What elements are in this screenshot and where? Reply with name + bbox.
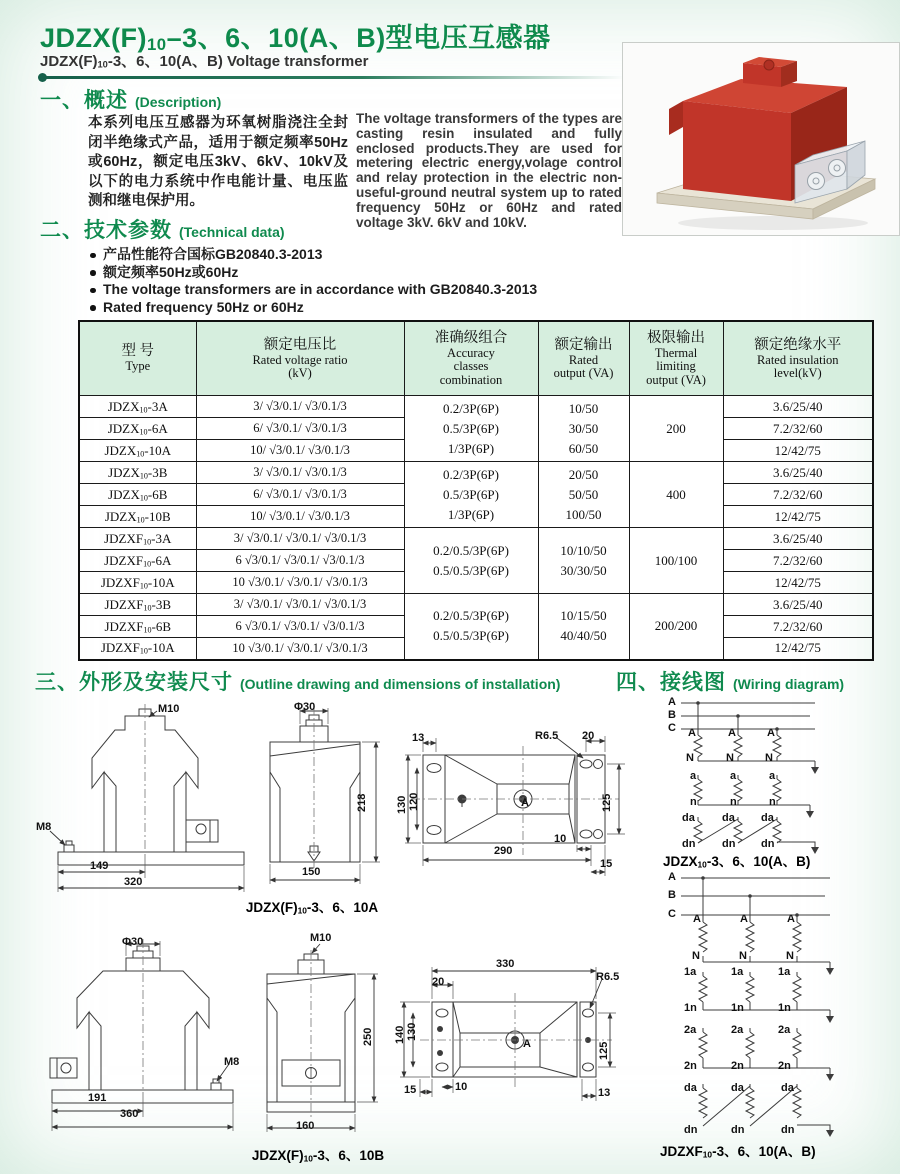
section-title-en: (Wiring diagram) xyxy=(733,676,845,692)
dim-label: N xyxy=(692,950,700,962)
col-header-insulation: 额定绝缘水平 Rated insulation level(kV) xyxy=(723,321,873,396)
dim-label: A xyxy=(668,696,676,708)
dim-label: 2n xyxy=(731,1060,744,1072)
dim-label: N xyxy=(686,752,694,764)
dim-label: a xyxy=(690,770,697,782)
dim-label: A xyxy=(668,871,676,883)
dim-label: 2a xyxy=(684,1024,697,1036)
page-subtitle: $JDZX(F)_{10}-3$、6、10(A、B) Voltage transformer xyxy=(40,53,369,70)
dim-label: 330 xyxy=(496,958,515,970)
dim-label: 1n xyxy=(684,1002,697,1014)
dim-label: 149 xyxy=(90,860,109,872)
bullet-item: 额定频率50Hz或60Hz xyxy=(88,264,648,282)
table-row: $JDZX_{10}-3B$ 3/ √3/0.1/ √3/0.1/3 0.2/3P(6P) 0.5/3P(6P) 1/3P(6P) 20/50 50/50 100/50 400 3.6/25/40 xyxy=(79,462,873,484)
dim-label: B xyxy=(668,709,676,721)
dim-label: 160 xyxy=(296,1120,315,1132)
dim-label: da xyxy=(781,1082,794,1094)
spec-table xyxy=(78,320,874,661)
outline-side-view-a xyxy=(262,698,402,898)
dim-label: 1a xyxy=(731,966,744,978)
dim-label: 15 xyxy=(404,1084,417,1096)
dim-label: M8 xyxy=(224,1056,240,1068)
dim-label: 1a xyxy=(778,966,791,978)
bullet-item: Rated frequency 50Hz or 60Hz xyxy=(88,299,648,317)
outline-front-view-a xyxy=(40,700,270,896)
table-row: $JDZX_{10}-3A$ 3/ √3/0.1/ √3/0.1/3 0.2/3P(6P) 0.5/3P(6P) 1/3P(6P) 10/50 30/50 60/50 200 3.6/25/40 xyxy=(79,396,873,418)
dim-label: 120 xyxy=(408,792,420,811)
dim-label: 20 xyxy=(432,976,445,988)
dim-label: C xyxy=(668,722,676,734)
voltage-transformer-image xyxy=(623,43,897,233)
dim-label: 20 xyxy=(582,730,595,742)
table-row: $JDZXF_{10}-6B$ 6 √3/0.1/ √3/0.1/ √3/0.1/3 7.2/32/60 xyxy=(79,616,873,638)
dim-label: M10 xyxy=(310,932,332,944)
dim-label: 290 xyxy=(494,845,513,857)
dim-label: 1a xyxy=(684,966,697,978)
dim-label: 320 xyxy=(124,876,143,888)
dim-label: A xyxy=(728,727,736,739)
dim-label: N xyxy=(739,950,747,962)
dim-label: 13 xyxy=(598,1087,611,1099)
table-row: $JDZXF_{10}-10A$ 10 √3/0.1/ √3/0.1/ √3/0.1/3 12/42/75 xyxy=(79,638,873,660)
wiring-diagram-jdzx xyxy=(665,693,900,863)
dim-label: 15 xyxy=(600,858,613,870)
dim-label: N xyxy=(726,752,734,764)
dim-label: da xyxy=(684,1082,697,1094)
dim-label: 2a xyxy=(731,1024,744,1036)
wiring-diagram-jdzxf xyxy=(665,868,900,1168)
dim-label: A xyxy=(767,727,775,739)
dim-label: a xyxy=(730,770,737,782)
dim-label: 125 xyxy=(601,793,613,812)
outline-top-view-b xyxy=(400,955,665,1135)
table-row: $JDZX_{10}-10A$ 10/ √3/0.1/ √3/0.1/3 12/42/75 xyxy=(79,440,873,462)
table-row: $JDZXF_{10}-6A$ 6 √3/0.1/ √3/0.1/ √3/0.1/3 7.2/32/60 xyxy=(79,550,873,572)
description-paragraph-en: The voltage transformers of the types are casting resin insulated and fully enclosed products.They are used for metering electric energy,volage control and relay protection in the electric non-useful-ground neutral system up to rated frequency 50Hz or 60Hz and rated voltage 3kV. 6kV and 10kV. xyxy=(356,111,622,230)
section-heading-technical-data xyxy=(40,214,285,244)
product-photo xyxy=(622,42,900,236)
col-header-output: 额定输出 Rated output (VA) xyxy=(538,321,629,396)
dim-label: 13 xyxy=(412,732,425,744)
dim-label: A xyxy=(523,1038,531,1050)
col-header-ratio: 额定电压比 Rated voltage ratio (kV) xyxy=(196,321,404,396)
dim-label: 130 xyxy=(406,1022,418,1041)
header-divider xyxy=(40,76,625,79)
drawing-caption-b: $JDZX(F)_{10}-3$、6、10B xyxy=(251,1148,385,1164)
dim-label: M10 xyxy=(158,703,180,715)
dim-label: dn xyxy=(761,838,775,850)
dim-label: 10 xyxy=(455,1081,468,1093)
section-title-zh: 一、概述 xyxy=(40,89,128,112)
dim-label: dn xyxy=(781,1124,795,1136)
dim-label: 10 xyxy=(554,833,567,845)
description-paragraph-zh: 本系列电压互感器为环氧树脂浇注全封闭半绝缘式产品，适用于额定频率50Hz或60Hz，额定电压3kV、6kV、10kV及以下的电力系统中作电能计量、电压监测和继电保护用。 xyxy=(88,115,348,209)
dim-label: 1n xyxy=(731,1002,744,1014)
section-title-en: (Outline drawing and dimensions of installation) xyxy=(240,676,561,692)
dim-label: da xyxy=(682,812,695,824)
dim-label: a xyxy=(769,770,776,782)
outline-top-view-a xyxy=(405,700,660,890)
dim-label: n xyxy=(769,796,776,808)
dim-label: da xyxy=(731,1082,744,1094)
outline-side-view-b xyxy=(262,950,402,1150)
table-row: $JDZX_{10}-6B$ 6/ √3/0.1/ √3/0.1/3 7.2/32/60 xyxy=(79,484,873,506)
dim-label: 140 xyxy=(394,1025,406,1044)
section-title-en: (Description) xyxy=(135,94,222,110)
wiring-caption-jdzx: $JDZX_{10}-3$、6、10(A、B) xyxy=(663,854,811,870)
dim-label: C xyxy=(668,908,676,920)
col-header-accuracy: 准确级组合 Accuracy classes combination xyxy=(404,321,538,396)
dim-label: N xyxy=(765,752,773,764)
section-title-en: (Technical data) xyxy=(179,224,285,240)
dim-label: A xyxy=(787,913,795,925)
dim-label: R6.5 xyxy=(596,971,620,983)
dim-label: N xyxy=(786,950,794,962)
table-row: $JDZXF_{10}-10A$ 10 √3/0.1/ √3/0.1/ √3/0.1/3 12/42/75 xyxy=(79,572,873,594)
dim-label: Φ30 xyxy=(122,936,144,948)
dim-label: n xyxy=(730,796,737,808)
dim-label: dn xyxy=(731,1124,745,1136)
drawing-caption-a: $JDZX(F)_{10}-3$、6、10A xyxy=(245,900,379,916)
bullet-item: The voltage transformers are in accordance with GB20840.3-2013 xyxy=(88,281,648,299)
dim-label: da xyxy=(722,812,735,824)
col-header-type: 型 号 Type xyxy=(79,321,196,396)
section-title-zh: 二、技术参数 xyxy=(40,219,172,242)
dim-label: A xyxy=(693,913,701,925)
dim-label: A xyxy=(521,797,529,809)
section-heading-wiring xyxy=(616,666,844,696)
dim-label: M8 xyxy=(36,821,52,833)
page-title: $JDZX(F)_{10}-3$、6、10(A、B)型电压互感器 xyxy=(40,23,551,54)
dim-label: dn xyxy=(684,1124,698,1136)
dim-label: 1n xyxy=(778,1002,791,1014)
section-heading-description xyxy=(40,84,221,114)
dim-label: 250 xyxy=(362,1027,374,1046)
dim-label: 130 xyxy=(396,795,408,814)
dim-label: R6.5 xyxy=(535,730,559,742)
dim-label: n xyxy=(690,796,697,808)
section-title-zh: 三、外形及安装尺寸 xyxy=(35,671,233,694)
table-row: $JDZX_{10}-6A$ 6/ √3/0.1/ √3/0.1/3 7.2/32/60 xyxy=(79,418,873,440)
dim-label: Φ30 xyxy=(294,701,316,713)
dim-label: 125 xyxy=(598,1041,610,1060)
dim-label: 2a xyxy=(778,1024,791,1036)
section-title-zh: 四、接线图 xyxy=(616,671,726,694)
dim-label: 191 xyxy=(88,1092,107,1104)
dim-label: A xyxy=(740,913,748,925)
section-heading-outline xyxy=(35,666,560,696)
dim-label: dn xyxy=(682,838,696,850)
wiring-caption-jdzxf: $JDZXF_{10}-3$、6、10(A、B) xyxy=(660,1144,816,1160)
table-row: $JDZX_{10}-10B$ 10/ √3/0.1/ √3/0.1/3 12/42/75 xyxy=(79,506,873,528)
table-row: $JDZXF_{10}-3B$ 3/ √3/0.1/ √3/0.1/ √3/0.1/3 0.2/0.5/3P(6P) 0.5/0.5/3P(6P) 10/15/50 40/40/50 200/200 3.6/25/40 xyxy=(79,594,873,616)
bullet-item: 产品性能符合国标GB20840.3-2013 xyxy=(88,246,648,264)
dim-label: B xyxy=(668,889,676,901)
dim-label: 360 xyxy=(120,1108,139,1120)
dim-label: 2n xyxy=(778,1060,791,1072)
table-row: $JDZXF_{10}-3A$ 3/ √3/0.1/ √3/0.1/ √3/0.1/3 0.2/0.5/3P(6P) 0.5/0.5/3P(6P) 10/10/50 30/30/50 100/100 3.6/25/40 xyxy=(79,528,873,550)
dim-label: da xyxy=(761,812,774,824)
table-header-row xyxy=(79,321,873,396)
bullet-list xyxy=(88,246,648,316)
col-header-thermal: 极限输出 Thermal limiting output (VA) xyxy=(629,321,723,396)
dim-label: dn xyxy=(722,838,736,850)
dim-label: 150 xyxy=(302,866,321,878)
dim-label: 218 xyxy=(356,793,368,812)
dim-label: 2n xyxy=(684,1060,697,1072)
dim-label: A xyxy=(688,727,696,739)
